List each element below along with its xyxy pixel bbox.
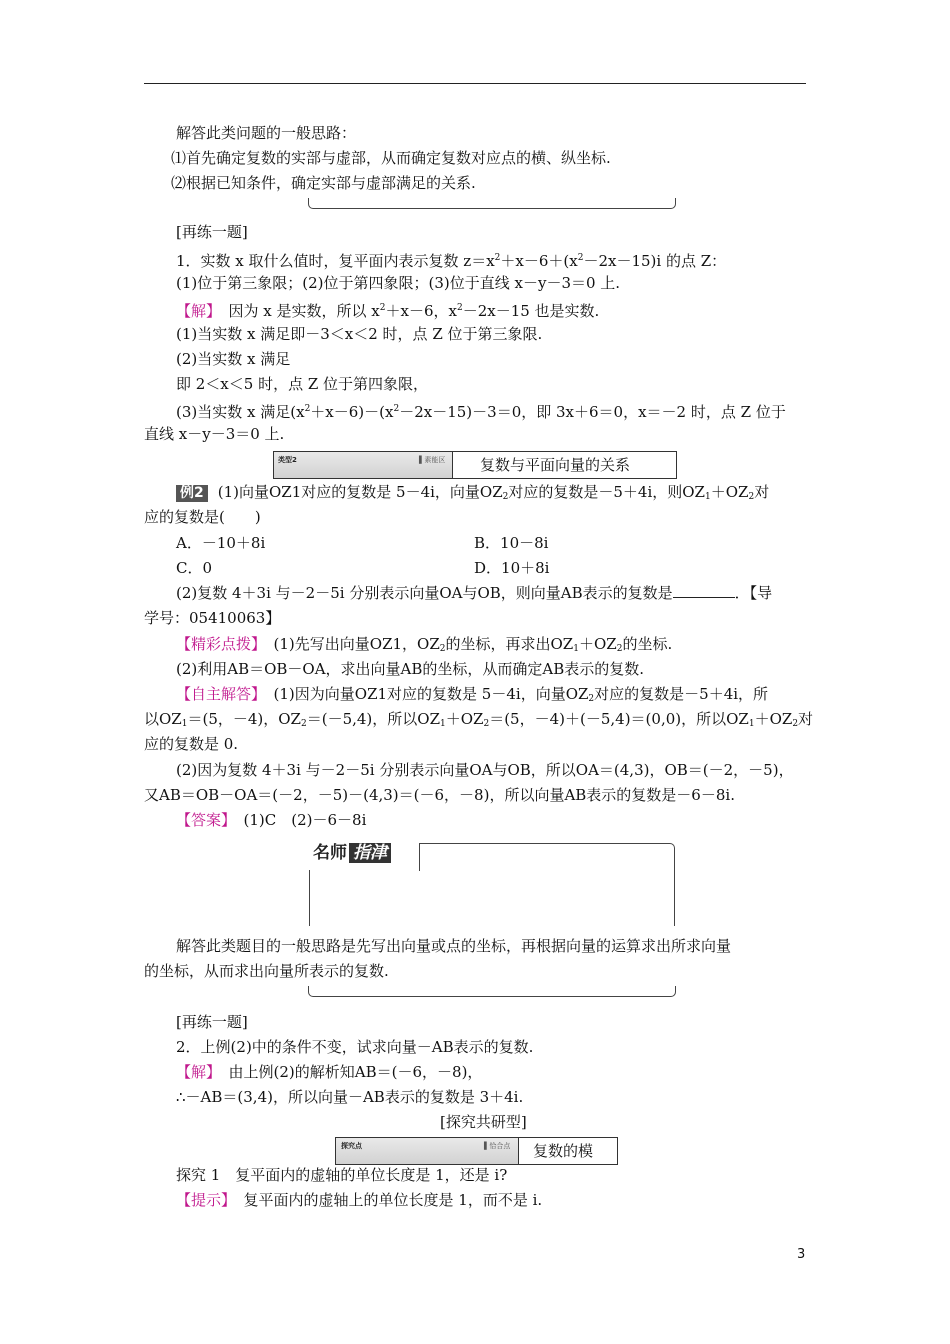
ex2-stem-cont: 应的复数是( ) xyxy=(144,508,261,526)
q1-stem: 1．实数 x 取什么值时，复平面内表示复数 $z=x^2+x-6+(x^2-2x-15)i$ 的点 Z： xyxy=(176,252,727,270)
box1-intro: 解答此类问题的一般思路： xyxy=(176,124,357,142)
teacher-tips-box xyxy=(309,836,675,926)
section-banner-type2 xyxy=(273,451,677,479)
tips-title: 名师 指津 xyxy=(313,838,391,863)
ex2-q2: (2)复数 4＋3i 与－2－5i 分别表示向量OA与OB，则向量AB表示的复数是 ．【导 xyxy=(176,584,773,602)
self-solution-3: 应的复数是 0. xyxy=(144,735,239,753)
q1-s2: (2)当实数 x 满足 xyxy=(176,350,291,368)
q2-solution: 【解】 由上例(2)的解析知AB＝(－6，－8)， xyxy=(176,1063,483,1081)
explore-label: [探究共研型] xyxy=(440,1113,527,1131)
box2-line-2: 的坐标，从而求出向量所表示的复数. xyxy=(144,962,389,980)
tips-frame xyxy=(309,870,675,926)
practice-label-2: [再练一题] xyxy=(176,1013,248,1031)
ex2-q2-cont: 学号：05410063】 xyxy=(144,609,281,627)
page-number: 3 xyxy=(797,1247,806,1262)
banner-title: 复数与平面向量的关系 xyxy=(480,456,631,474)
tips-top-border xyxy=(419,843,675,871)
box2-frame xyxy=(308,986,676,997)
option-a: A．－10＋8i xyxy=(176,534,266,552)
self-solution-2: 以$OZ_1=(5$，－4)，$OZ_2=(-5,4)$，所以$OZ_1+OZ_2=(5$，－4)＋(－5,4)＝(0,0)，所以$OZ_1+OZ_2$对 xyxy=(144,710,814,729)
explore-hint: 【提示】 复平面内的虚轴上的单位长度是 1，而不是 i. xyxy=(176,1191,543,1209)
box1-frame xyxy=(308,198,676,209)
explore-question: 探究 1 复平面内的虚轴的单位长度是 1，还是 i? xyxy=(176,1166,508,1184)
header-rule xyxy=(144,83,806,84)
banner-tag2: ▌素能区 xyxy=(419,456,446,464)
self-solution-5: 又AB＝OB－OA＝(－2，－5)－(4,3)＝(－6，－8)，所以向量AB表示的复数是－6－8i. xyxy=(144,786,735,804)
self-solution-1: 【自主解答】 (1)因为向量OZ1对应的复数是 5－4i，向量$OZ_2$对应的复数是－5＋4i，所 xyxy=(176,685,769,704)
q1-parts: (1)位于第三象限；(2)位于第四象限；(3)位于直线 x－y－3＝0 上. xyxy=(176,274,621,292)
self-solution-4: (2)因为复数 4＋3i 与－2－5i 分别表示向量OA与OB，所以OA＝(4,3)，OB＝(－2，－5)， xyxy=(176,761,794,779)
box2-line-1: 解答此类题目的一般思路是先写出向量或点的坐标，再根据向量的运算求出所求向量 xyxy=(176,937,732,955)
q1-s2b: 即 2＜x＜5 时，点 Z 位于第四象限， xyxy=(176,375,429,393)
example-badge: 例2 xyxy=(176,485,208,502)
option-c: C．0 xyxy=(176,559,213,577)
option-b: B．10－8i xyxy=(474,534,549,552)
box1-point-2: ⑵根据已知条件，确定实部与虚部满足的关系. xyxy=(171,174,476,192)
section-banner-explore xyxy=(335,1137,618,1165)
banner-tag: 类型2 xyxy=(278,456,297,464)
banner2-tag2: ▌恰合点 xyxy=(484,1142,511,1150)
practice-label-1: [再练一题] xyxy=(176,223,248,241)
ex2-stem: 例2 (1)向量OZ1对应的复数是 5－4i，向量$OZ_2$对应的复数是－5＋4i，则$OZ_1+OZ_2$对 xyxy=(176,482,769,507)
q1-solution: 【解】 因为 x 是实数，所以 $x^2+x-6$，$x^2-2x-15$ 也是实数. xyxy=(176,302,600,320)
answer-line: 【答案】 (1)C (2)－6－8i xyxy=(176,811,367,829)
q1-s3: (3)当实数 x 满足$(x^2+x-6)-(x^2-2x-15)-3=0$，即 3x＋6＝0，x＝－2 时，点 Z 位于 xyxy=(176,403,786,421)
q1-s3-cont: 直线 x－y－3＝0 上. xyxy=(144,425,285,443)
hint-line: 【精彩点拨】 (1)先写出向量OZ1，$OZ_2$的坐标，再求出$OZ_1+OZ_2$的坐标. xyxy=(176,635,673,654)
answer-blank xyxy=(673,583,735,598)
hint-line-2: (2)利用AB＝OB－OA，求出向量AB的坐标，从而确定AB表示的复数. xyxy=(176,660,645,678)
option-d: D．10＋8i xyxy=(474,559,550,577)
q1-s1: (1)当实数 x 满足即－3＜x＜2 时，点 Z 位于第三象限. xyxy=(176,325,543,343)
banner2-tag: 探究点 xyxy=(341,1142,362,1150)
banner2-title: 复数的模 xyxy=(533,1142,594,1160)
q2-stem: 2．上例(2)中的条件不变，试求向量－AB表示的复数. xyxy=(176,1038,534,1056)
q2-solution-2: ∴－AB＝(3,4)，所以向量－AB表示的复数是 3＋4i. xyxy=(176,1088,524,1106)
box1-point-1: ⑴首先确定复数的实部与虚部，从而确定复数对应点的横、纵坐标. xyxy=(171,149,611,167)
